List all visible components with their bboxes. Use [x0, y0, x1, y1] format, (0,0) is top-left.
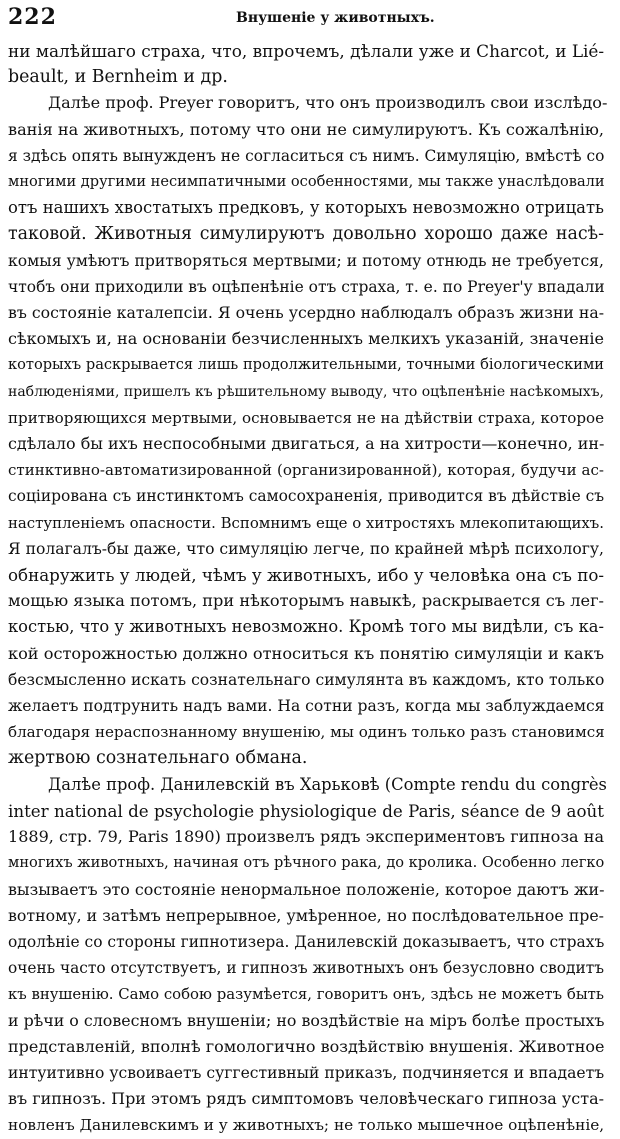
- text-line-content: Далѣе проф. Данилевскій въ Харьковѣ (Compte rendu du congrès: [48, 774, 607, 794]
- text-line: [8, 981, 604, 1007]
- text-line-content: чтобъ они приходили въ оцѣпенѣніе отъ страха, т. е. по Preyer'у впадали: [8, 277, 605, 296]
- text-line-content: многихъ животныхъ, начиная отъ рѣчного рака, до кролика. Особенно легко: [8, 854, 605, 872]
- text-line: [8, 798, 604, 824]
- text-line: [8, 510, 604, 536]
- text-line-content: ни малѣйшаго страха, что, впрочемъ, дѣлали уже и Charcot, и Lié-: [8, 41, 605, 61]
- text-line-content: вотному, и затѣмъ непрерывное, умѣренное, но послѣдовательное пре-: [8, 905, 604, 925]
- text-line-content: сѣкомыхъ и, на основаніи безчисленныхъ мелкихъ указаній, значеніе: [8, 329, 604, 349]
- text-line-content: интуитивно усвоиваетъ суггестивный приказъ, подчиняется и впадаетъ: [8, 1063, 605, 1082]
- text-line: [8, 352, 604, 378]
- text-line: [8, 64, 604, 90]
- text-line: [8, 1034, 604, 1060]
- text-line-content: комыя умѣютъ притворяться мертвыми; и потому отнюдь не требуется,: [8, 251, 604, 270]
- text-line-content: жертвою сознательнаго обмана.: [8, 748, 308, 769]
- text-line-content: стинктивно-автоматизированной (организированной), которая, будучи ас-: [8, 461, 604, 480]
- text-line-content: таковой. Животныя симулируютъ довольно хорошо даже насѣ-: [8, 224, 604, 245]
- text-line-content: inter national de psychologie physiologique de Paris, séance de 9 août: [8, 800, 604, 821]
- text-line-content: я здѣсь опять вынужденъ не согласиться съ нимъ. Симуляцію, вмѣстѣ со: [8, 146, 605, 165]
- text-line: [8, 483, 604, 509]
- text-line-content: наступленіемъ опасности. Вспомнимъ еще о хитростяхъ млекопитающихъ.: [8, 513, 604, 532]
- text-line-content: которыхъ раскрывается лишь продолжительными, точными біологическими: [8, 356, 604, 374]
- text-line-content: Я полагалъ-бы даже, что симуляцію легче, по крайней мѣрѣ психологу,: [8, 539, 604, 558]
- text-line-content: вызываетъ это состояніе ненормальное положеніе, которое даютъ жи-: [8, 879, 605, 899]
- text-line: [8, 1008, 604, 1034]
- text-line: [8, 562, 604, 588]
- text-line: [8, 90, 608, 116]
- text-line: [8, 877, 604, 903]
- text-line: [8, 929, 604, 955]
- text-line-content: безсмысленно искать сознательнаго симулянта въ каждомъ, кто только: [8, 670, 605, 689]
- text-line: [8, 955, 604, 981]
- running-title: Внушеніе у животныхъ.: [236, 10, 435, 26]
- text-line: [8, 1060, 604, 1086]
- text-line-content: притворяющихся мертвыми, основывается не на дѣйствіи страха, которое: [8, 408, 605, 427]
- page-header: [8, 4, 604, 38]
- text-line: [8, 117, 604, 143]
- text-line: [8, 379, 604, 405]
- text-line-content: въ состояніе каталепсіи. Я очень усердно наблюдалъ образъ жизни на-: [8, 303, 605, 323]
- text-line-content: къ внушенію. Само собою разумѣется, говоритъ онъ, здѣсь не можетъ быть: [8, 985, 604, 1004]
- text-line: [8, 248, 604, 274]
- text-line-content: соціирована съ инстинктомъ самосохраненія, приводится въ дѣйствіе съ: [8, 487, 605, 506]
- text-line: [8, 300, 604, 326]
- text-line-content: и рѣчи о словесномъ внушеніи; но воздѣйствіе на міръ болѣе простыхъ: [8, 1010, 605, 1030]
- text-line-content: многими другими несимпатичными особенностями, мы также унаслѣдовали: [8, 173, 605, 191]
- text-line: [8, 719, 604, 745]
- text-line-content: мощью языка потомъ, при нѣкоторымъ навыкѣ, раскрывается съ лег-: [8, 591, 604, 611]
- text-line: [8, 457, 604, 483]
- text-line-content: наблюденіями, пришелъ къ рѣшительному выводу, что оцѣпенѣніе насѣкомыхъ,: [8, 383, 604, 400]
- text-line-content: ванія на животныхъ, потому что они не симулируютъ. Къ сожалѣнію,: [8, 119, 604, 139]
- text-line-content: отъ нашихъ хвостатыхъ предковъ, у которыхъ невозможно отрицать: [8, 198, 604, 218]
- text-line-content: Далѣе проф. Preyer говоритъ, что онъ производилъ свои изслѣдо-: [48, 93, 608, 113]
- text-line: [8, 195, 604, 221]
- text-line: [8, 1086, 604, 1112]
- text-line: [8, 405, 604, 431]
- text-line: [8, 588, 604, 614]
- text-line-content: beault, и Bernheim и др.: [8, 67, 228, 88]
- text-line: [8, 693, 604, 719]
- text-line: [8, 169, 604, 195]
- text-line: [8, 772, 607, 798]
- text-line: [8, 745, 604, 771]
- text-line-content: въ гипнозъ. При этомъ рядъ симптомовъ человѣческаго гипноза уста-: [8, 1089, 604, 1109]
- text-line: [8, 326, 604, 352]
- text-line: [8, 903, 604, 929]
- text-line-content: желаетъ подтрунить надъ вами. На сотни разъ, когда мы заблуждаемся: [8, 697, 605, 716]
- text-line: [8, 38, 604, 64]
- text-line-content: костью, что у животныхъ невозможно. Кромѣ того мы видѣли, съ ка-: [8, 617, 604, 637]
- text-line: [8, 536, 604, 562]
- text-line: [8, 824, 604, 850]
- text-line-content: благодаря нераспознанному внушенію, мы одинъ только разъ становимся: [8, 723, 605, 742]
- text-line: [8, 1112, 604, 1138]
- body-text: [8, 38, 608, 1139]
- text-line: [8, 850, 604, 876]
- text-line-content: 1889, стр. 79, Paris 1890) произвелъ рядъ экспериментовъ гипноза на: [8, 827, 604, 847]
- text-line: [8, 143, 604, 169]
- text-line: [8, 614, 604, 640]
- text-line-content: кой осторожностью должно относиться къ понятію симуляціи и какъ: [8, 643, 604, 663]
- text-line-content: очень часто отсутствуетъ, и гипнозъ животныхъ онъ безусловно сводитъ: [8, 959, 604, 978]
- page-number: 222: [8, 4, 57, 30]
- text-line: [8, 431, 604, 457]
- text-line-content: одолѣніе со стороны гипнотизера. Данилевскій доказываетъ, что страхъ: [8, 932, 605, 951]
- text-line: [8, 274, 604, 300]
- text-line-content: сдѣлало бы ихъ неспособными двигаться, а на хитрости—конечно, ин-: [8, 434, 605, 454]
- text-line-content: представленій, вполнѣ гомологично воздѣйствію внушенія. Животное: [8, 1036, 605, 1056]
- text-line-content: новленъ Данилевскимъ и у животныхъ; не только мышечное оцѣпенѣніе,: [8, 1116, 605, 1135]
- text-line: [8, 221, 604, 247]
- text-line: [8, 641, 604, 667]
- text-line: [8, 667, 604, 693]
- text-line-content: обнаружить у людей, чѣмъ у животныхъ, ибо у человѣка она съ по-: [8, 565, 605, 586]
